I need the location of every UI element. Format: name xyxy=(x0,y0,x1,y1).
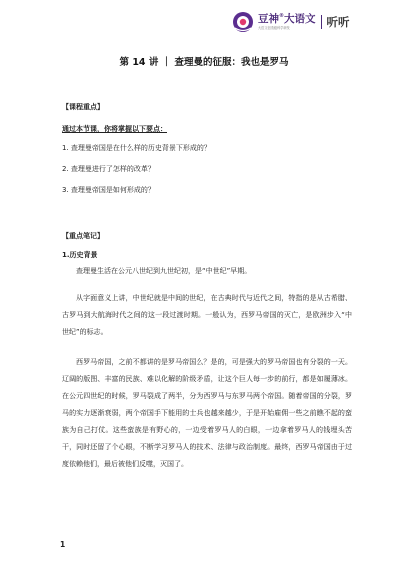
doushen-logo-icon xyxy=(232,11,254,33)
logo-slogan: 大语文创造级科学研发 xyxy=(258,25,290,30)
key-point-item: 1. 查理曼帝国是在什么样的历史背景下形成的？ xyxy=(62,144,211,152)
body-paragraph: 从字面意义上讲，中世纪就是中间的世纪，在古典时代与近代之间，特指的是从古希腊、古罗马到大航海时代之间的这一段过渡时期。一般认为，西罗马帝国的灭亡，是欧洲步入“中世纪”的标志。 xyxy=(62,294,352,336)
key-points-intro: 通过本节课，你将掌握以下要点： xyxy=(62,125,167,133)
key-points-heading: 【课程重点】 xyxy=(62,103,104,111)
page-title: 第 14 讲 ｜ 查理曼的征服：我也是罗马 xyxy=(119,57,289,68)
body-paragraph: 查理曼生活在公元八世纪到九世纪初，是“中世纪”早期。 xyxy=(76,267,252,275)
key-point-item: 2. 查理曼进行了怎样的改革？ xyxy=(62,165,155,173)
notes-heading: 【重点笔记】 xyxy=(62,232,104,240)
brand-logo xyxy=(232,10,402,34)
body-paragraph: 西罗马帝国，之前不都讲的是罗马帝国么？是的，可是强大的罗马帝国也有分裂的一天。辽阔的版图、丰富的民族、难以化解的阶级矛盾，让这个巨人每一步的前行，都是如履薄冰。在公元四世纪的时候，罗马裂成了两半，分为西罗马与东罗马两个帝国。随着帝国的分裂，罗马的实力逐渐衰弱，两个帝国手下能用的士兵也越来越少，于是开始雇佣一些之前瞧不起的蛮族为自己打仗。这些蛮族是有野心的，一边受着罗马人的白眼，一边拿着罗马人的钱埋头苦干，同时还留了个心眼，不断学习罗马人的技术、法律与政治制度。最终，西罗马帝国由于过度依赖他们，最后被他们反噬，灭国了。 xyxy=(62,358,352,468)
partner-logo: 听听 xyxy=(326,15,350,29)
logo-brand: 豆神®大语文 xyxy=(258,13,316,26)
logo-divider xyxy=(321,15,322,29)
logo-text xyxy=(258,14,316,30)
key-point-item: 3. 查理曼帝国是如何形成的？ xyxy=(62,186,155,194)
section-heading: 1.历史背景 xyxy=(62,251,98,259)
page-number: 1 xyxy=(60,540,66,549)
